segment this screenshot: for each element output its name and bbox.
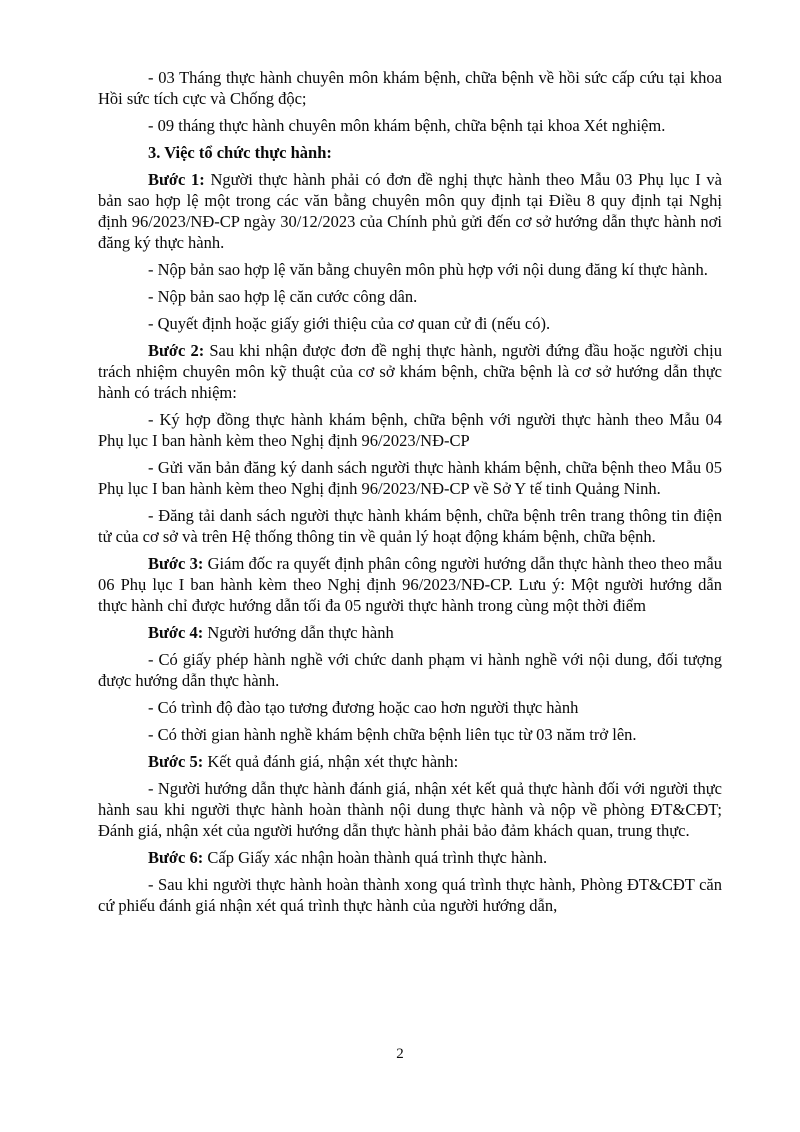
- paragraph: [98, 259, 722, 280]
- paragraph: [98, 115, 722, 136]
- paragraph-bold-lead: Bước 1:: [148, 170, 205, 189]
- paragraph: [98, 505, 722, 547]
- paragraph: [98, 340, 722, 403]
- paragraph: [98, 457, 722, 499]
- paragraph: [98, 751, 722, 772]
- paragraph: [98, 697, 722, 718]
- paragraph-text: - Nộp bản sao hợp lệ căn cước công dân.: [148, 287, 418, 306]
- paragraph: [98, 874, 722, 916]
- paragraph-text: - Có thời gian hành nghề khám bệnh chữa bệnh liên tục từ 03 năm trở lên.: [148, 725, 637, 744]
- paragraph: [98, 553, 722, 616]
- paragraph-text: Sau khi nhận được đơn đề nghị thực hành, người đứng đầu hoặc người chịu trách nhiệm chuyên môn kỹ thuật của cơ sở khám bệnh, chữa bệnh là cơ sở hướng dẫn thực hành có trách nhiệm:: [98, 341, 722, 402]
- paragraph-text: - Có giấy phép hành nghề với chức danh phạm vi hành nghề với nội dung, đối tượng được hướng dẫn thực hành.: [98, 650, 722, 690]
- paragraph: [98, 286, 722, 307]
- paragraph-bold-lead: Bước 4:: [148, 623, 204, 642]
- paragraph: [98, 169, 722, 253]
- paragraph-text: - Có trình độ đào tạo tương đương hoặc cao hơn người thực hành: [148, 698, 579, 717]
- paragraph: [98, 778, 722, 841]
- paragraph-text: Cấp Giấy xác nhận hoàn thành quá trình thực hành.: [203, 848, 548, 867]
- paragraph-text: - 09 tháng thực hành chuyên môn khám bệnh, chữa bệnh tại khoa Xét nghiệm.: [148, 116, 666, 135]
- paragraph-text: - Nộp bản sao hợp lệ văn bằng chuyên môn phù hợp với nội dung đăng kí thực hành.: [148, 260, 708, 279]
- paragraph-text: - Đăng tải danh sách người thực hành khám bệnh, chữa bệnh trên trang thông tin điện tử của cơ sở và trên Hệ thống thông tin về quản lý hoạt động khám bệnh, chữa bệnh.: [98, 506, 722, 546]
- paragraph-bold-lead: Bước 2:: [148, 341, 205, 360]
- document-body: [98, 61, 722, 916]
- paragraph: [98, 409, 722, 451]
- paragraph: [98, 847, 722, 868]
- paragraph-text: Giám đốc ra quyết định phân công người hướng dẫn thực hành theo theo mẫu 06 Phụ lục I ban hành kèm theo Nghị định 96/2023/NĐ-CP. Lưu ý: Một người hướng dẫn thực hành chỉ được hướng dẫn tối đa 05 người thực hành trong cùng một thời điểm: [98, 554, 722, 615]
- paragraph-text: Người thực hành phải có đơn đề nghị thực hành theo Mẫu 03 Phụ lục I và bản sao hợp lệ một trong các văn bằng chuyên môn quy định tại Điều 8 quy định tại Nghị định 96/2023/NĐ-CP ngày 30/12/2023 của Chính phủ gửi đến cơ sở hướng dẫn thực hành nơi đăng ký thực hành.: [98, 170, 722, 252]
- paragraph-bold-lead: Bước 5:: [148, 752, 204, 771]
- paragraph-bold-lead: 3. Việc tổ chức thực hành:: [148, 143, 332, 162]
- paragraph-text: - Gửi văn bản đăng ký danh sách người thực hành khám bệnh, chữa bệnh theo Mẫu 05 Phụ lục I ban hành kèm theo Nghị định 96/2023/NĐ-CP về Sở Y tế tinh Quảng Ninh.: [98, 458, 722, 498]
- paragraph-bold-lead: Bước 3:: [148, 554, 204, 573]
- paragraph-text: Người hướng dẫn thực hành: [203, 623, 394, 642]
- paragraph: [98, 649, 722, 691]
- paragraph-text: - Ký hợp đồng thực hành khám bệnh, chữa bệnh với người thực hành theo Mẫu 04 Phụ lục I ban hành kèm theo Nghị định 96/2023/NĐ-CP: [98, 410, 722, 450]
- paragraph-text: Kết quả đánh giá, nhận xét thực hành:: [203, 752, 459, 771]
- paragraph: [98, 622, 722, 643]
- paragraph-text: - Sau khi người thực hành hoàn thành xong quá trình thực hành, Phòng ĐT&CĐT căn cứ phiếu đánh giá nhận xét quá trình thực hành của người hướng dẫn,: [98, 875, 722, 915]
- section-heading: [98, 142, 722, 163]
- paragraph-text: - 03 Tháng thực hành chuyên môn khám bệnh, chữa bệnh về hồi sức cấp cứu tại khoa Hồi sức tích cực và Chống độc;: [98, 68, 722, 108]
- paragraph-text: - Quyết định hoặc giấy giới thiệu của cơ quan cử đi (nếu có).: [148, 314, 551, 333]
- page-number: 2: [396, 1046, 404, 1062]
- paragraph: [98, 313, 722, 334]
- paragraph-text: - Người hướng dẫn thực hành đánh giá, nhận xét kết quả thực hành đối với người thực hành sau khi người thực hành hoàn thành nội dung thực hành và nộp về phòng ĐT&CĐT; Đánh giá, nhận xét của người hướng dẫn thực hành phải bảo đảm khách quan, trung thực.: [98, 779, 722, 840]
- paragraph-bold-lead: Bước 6:: [148, 848, 204, 867]
- paragraph: [98, 724, 722, 745]
- paragraph: [98, 67, 722, 109]
